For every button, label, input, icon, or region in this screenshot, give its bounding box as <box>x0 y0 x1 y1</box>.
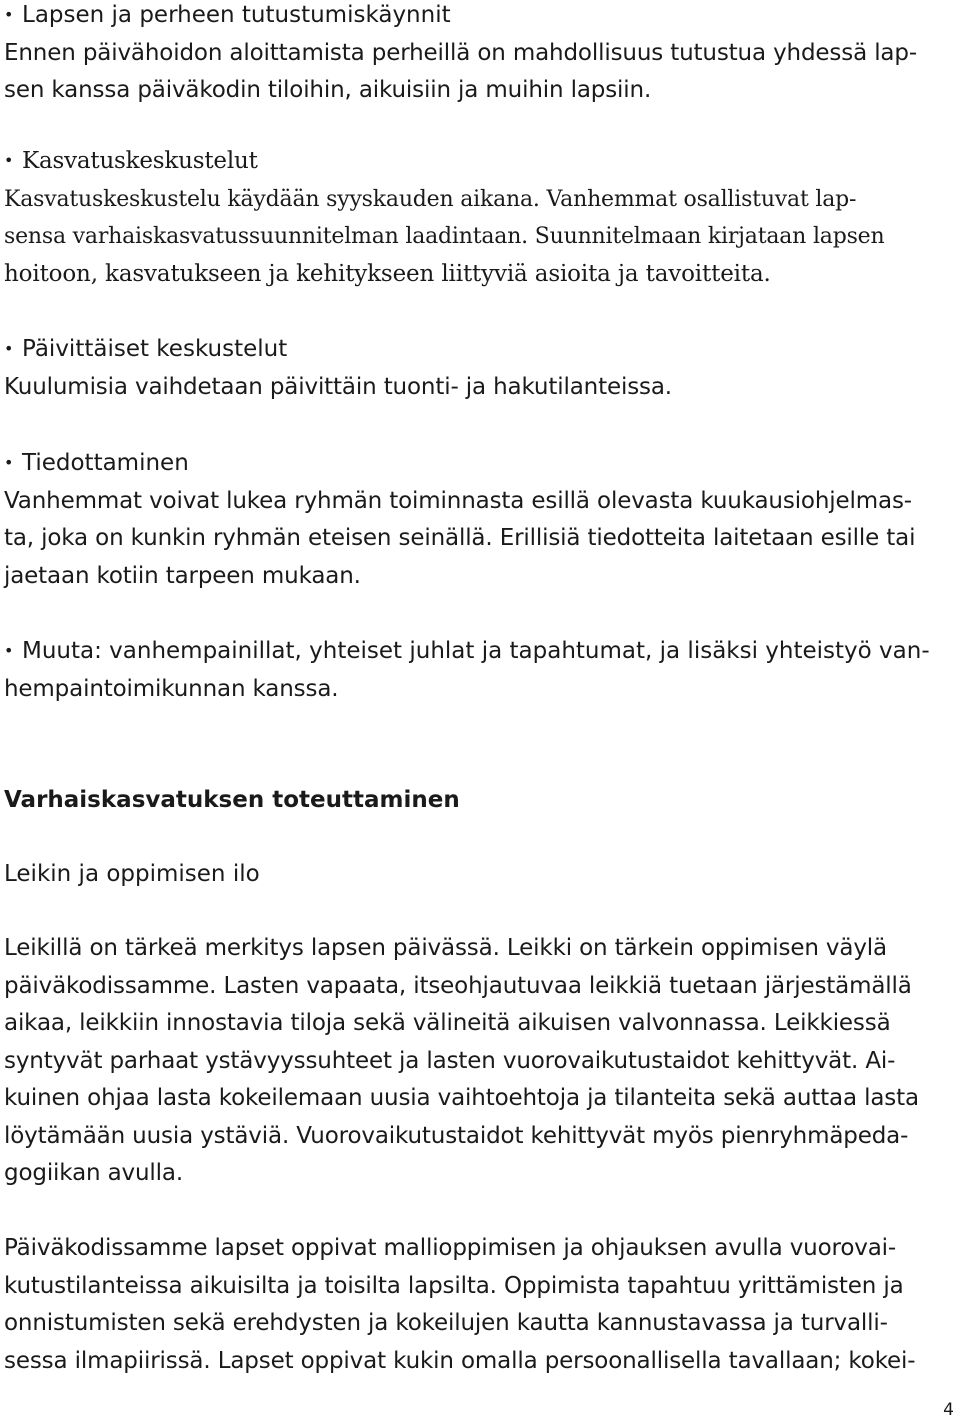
list-item-title <box>4 142 950 181</box>
title-text: Tiedottaminen <box>22 450 189 476</box>
body-line: Leikillä on tärkeä merkitys lapsen päivässä. Leikki on tärkein oppimisen väylä <box>4 935 887 961</box>
title-text: Lapsen ja perheen tutustumiskäynnit <box>22 2 451 28</box>
list-item-title <box>4 330 950 369</box>
body-line: syntyvät parhaat ystävyyssuhteet ja lasten vuorovaikutustaidot kehittyvät. Ai- <box>4 1047 896 1074</box>
body-line: onnistumisten sekä erehdysten ja kokeilujen kautta kannustavassa ja turvalli- <box>4 1310 888 1336</box>
list-item-muuta <box>4 632 950 708</box>
body-line: kutustilanteissa aikuisilta ja toisilta lapsilta. Oppimista tapahtuu yrittämisten ja <box>4 1272 904 1299</box>
section-subheading: Leikin ja oppimisen ilo <box>4 861 260 887</box>
bullet-icon: • <box>4 641 14 660</box>
paragraph-oppiminen <box>4 1230 950 1380</box>
list-item-tiedottaminen <box>4 444 950 595</box>
list-item-kasvatuskeskustelut <box>4 142 950 293</box>
body-line: sen kanssa päiväkodin tiloihin, aikuisiin ja muihin lapsiin. <box>4 77 652 103</box>
body-line: hempaintoimikunnan kanssa. <box>4 675 339 702</box>
body-line: Ennen päivähoidon aloittamista perheillä on mahdollisuus tutustua yhdessä lap- <box>4 39 917 66</box>
body-line: päiväkodissamme. Lasten vapaata, itseohjautuvaa leikkiä tuetaan järjestämällä <box>4 972 912 999</box>
body-line: Kasvatuskeskustelu käydään syyskauden aikana. Vanhemmat osallistuvat lap- <box>4 186 857 212</box>
title-text: Muuta: vanhempainillat, yhteiset juhlat ja tapahtumat, ja lisäksi yhteistyö van- <box>22 638 930 664</box>
bullet-icon: • <box>4 453 14 472</box>
section-heading: Varhaiskasvatuksen toteuttaminen <box>4 787 460 813</box>
title-text: Päivittäiset keskustelut <box>22 336 288 362</box>
body-line: kuinen ohjaa lasta kokeilemaan uusia vaihtoehtoja ja tilanteita sekä auttaa lasta <box>4 1085 919 1111</box>
body-line: jaetaan kotiin tarpeen mukaan. <box>4 562 361 589</box>
list-item-title <box>4 444 950 483</box>
body-line: sessa ilmapiirissä. Lapset oppivat kukin omalla persoonallisella tavallaan; kokei- <box>4 1347 916 1374</box>
body-line: hoitoon, kasvatukseen ja kehitykseen liittyviä asioita ja tavoitteita. <box>4 260 771 287</box>
list-item-tutustumiskaynnit <box>4 0 950 110</box>
body-line: Kuulumisia vaihdetaan päivittäin tuonti- ja hakutilanteissa. <box>4 373 672 400</box>
list-item-title <box>4 0 950 35</box>
body-line: löytämään uusia ystäviä. Vuorovaikutustaidot kehittyvät myös pienryhmäpeda- <box>4 1122 909 1149</box>
bullet-icon: • <box>4 5 14 24</box>
body-line: aikaa, leikkiin innostavia tiloja sekä välineitä aikuisen valvonnassa. Leikkiessä <box>4 1010 891 1036</box>
page-number: 4 <box>943 1400 954 1420</box>
bullet-icon: • <box>4 339 14 358</box>
bullet-icon: • <box>4 151 14 170</box>
body-line: Vanhemmat voivat lukea ryhmän toiminnasta esillä olevasta kuukausiohjelmas- <box>4 487 912 514</box>
body-line: gogiikan avulla. <box>4 1160 184 1186</box>
title-text: Kasvatuskeskustelut <box>22 148 258 174</box>
paragraph-leikki <box>4 930 950 1193</box>
body-line: ta, joka on kunkin ryhmän eteisen seinällä. Erillisiä tiedotteita laitetaan esille tai <box>4 525 916 551</box>
list-item-title <box>4 632 950 671</box>
list-item-paivittaiset-keskustelut <box>4 330 950 406</box>
body-line: Päiväkodissamme lapset oppivat mallioppimisen ja ohjauksen avulla vuorovai- <box>4 1235 897 1261</box>
body-line: sensa varhaiskasvatussuunnitelman laadintaan. Suunnitelmaan kirjataan lapsen <box>4 224 885 249</box>
